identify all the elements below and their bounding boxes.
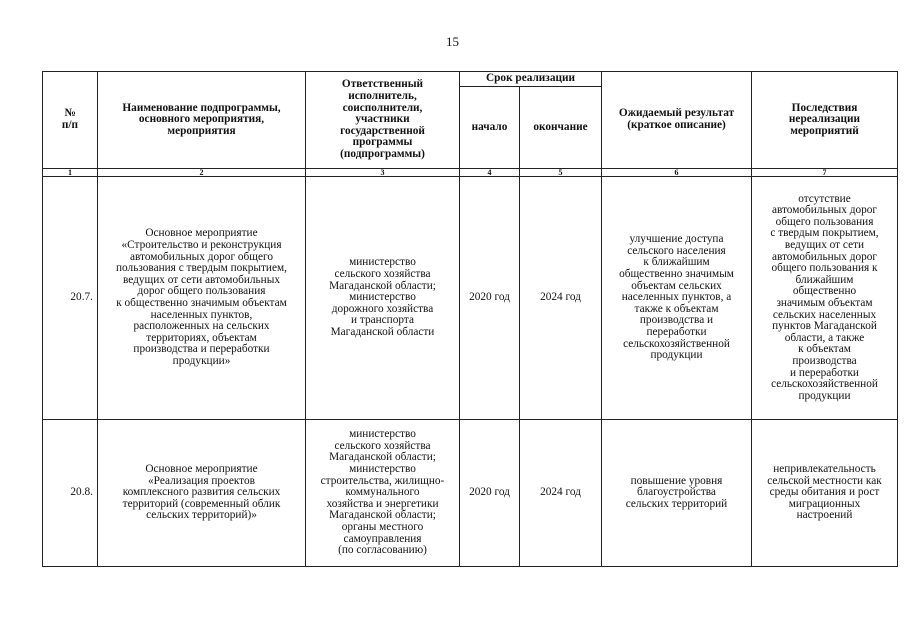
responsible-executor: министерство сельского хозяйства Магаданской области; министерство дорожного хозяйства и транспорта Магаданской области	[306, 177, 460, 420]
column-number: 2	[98, 169, 306, 177]
header-executor: Ответственный исполнитель, соисполнители, участники государственной программы (подпрограммы)	[306, 72, 460, 169]
header-consequences: Последствия нереализации мероприятий	[752, 72, 898, 169]
term-start: 2020 год	[460, 177, 520, 420]
header-term-start: начало	[460, 87, 520, 169]
column-number: 3	[306, 169, 460, 177]
header-number: № п/п	[43, 72, 98, 169]
column-number: 5	[520, 169, 602, 177]
term-end: 2024 год	[520, 177, 602, 420]
expected-result: повышение уровня благоустройства сельских территорий	[602, 420, 752, 567]
header-name: Наименование подпрограммы, основного мероприятия, мероприятия	[98, 72, 306, 169]
measure-name: Основное мероприятие «Реализация проектов комплексного развития сельских территорий (современный облик сельских территорий)»	[98, 420, 306, 567]
header-row	[43, 72, 898, 87]
measure-name: Основное мероприятие «Строительство и реконструкция автомобильных дорог общего пользования с твердым покрытием, ведущих от сети автомобильных дорог общего пользования к общественно значимым объектам населенных пунктов, расположенных на сельских территориях, объектам производства и переработки продукции»	[98, 177, 306, 420]
table-row	[43, 177, 898, 420]
term-end: 2024 год	[520, 420, 602, 567]
responsible-executor: министерство сельского хозяйства Магаданской области; министерство строительства, жилищно- коммунального хозяйства и энергетики Магаданской области; органы местного самоуправления (по согласованию)	[306, 420, 460, 567]
column-number: 6	[602, 169, 752, 177]
program-measures-table	[42, 71, 898, 567]
consequences: отсутствие автомобильных дорог общего пользования с твердым покрытием, ведущих от сети автомобильных дорог общего пользования к ближайшим общественно значимым объектам сельских населенных пунктов Магаданской области, а также к объектам производства и переработки сельскохозяйственной продукции	[752, 177, 898, 420]
row-number: 20.7.	[43, 177, 98, 420]
consequences: непривлекательность сельской местности как среды обитания и рост миграционных настроений	[752, 420, 898, 567]
header-term: Срок реализации	[460, 72, 602, 87]
header-term-end: окончание	[520, 87, 602, 169]
column-number: 7	[752, 169, 898, 177]
column-number: 1	[43, 169, 98, 177]
header-result: Ожидаемый результат (краткое описание)	[602, 72, 752, 169]
page-number: 15	[446, 34, 459, 49]
row-number: 20.8.	[43, 420, 98, 567]
table-row	[43, 420, 898, 567]
expected-result: улучшение доступа сельского населения к ближайшим общественно значимым объектам сельских населенных пунктов, а также к объектам производства и переработки сельскохозяйственной продукции	[602, 177, 752, 420]
column-number-row	[43, 169, 898, 177]
term-start: 2020 год	[460, 420, 520, 567]
column-number: 4	[460, 169, 520, 177]
